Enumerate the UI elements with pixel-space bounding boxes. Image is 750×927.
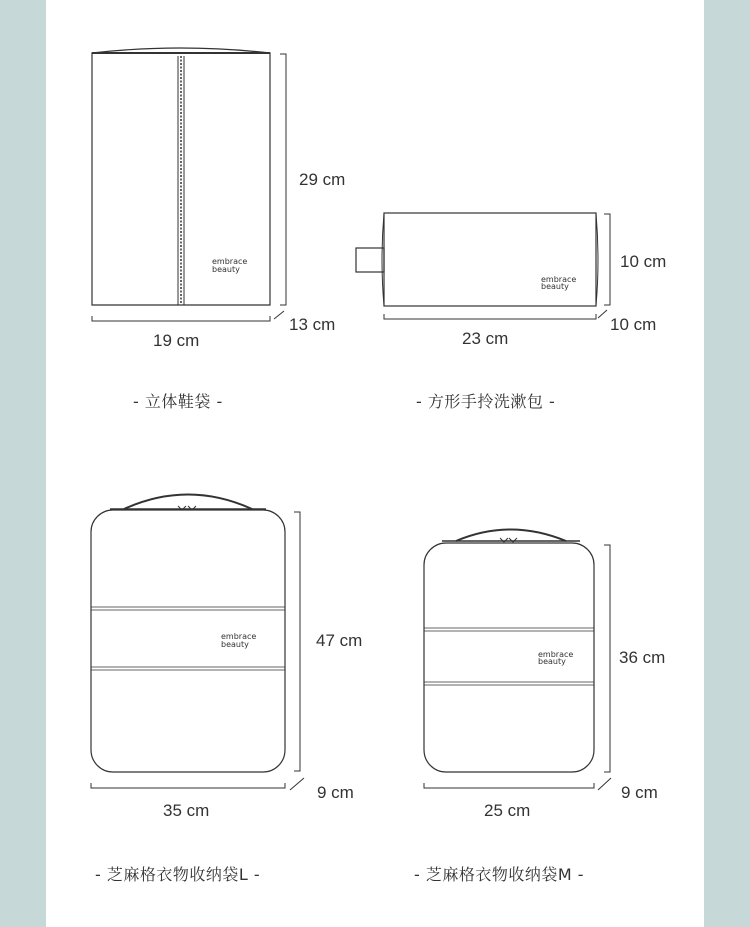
- clothing-bag-m-drawing: [424, 530, 611, 791]
- toiletry-bag-height-label: 10 cm: [620, 252, 667, 271]
- svg-text:embrace: embrace: [541, 275, 577, 284]
- svg-text:embrace: embrace: [221, 632, 257, 641]
- svg-text:beauty: beauty: [538, 657, 566, 666]
- clothing-bag-l-height-label: 47 cm: [316, 631, 363, 650]
- shoe-bag-caption: - 立体鞋袋 -: [133, 392, 223, 411]
- toiletry-bag-caption: - 方形手拎洗漱包 -: [416, 392, 556, 411]
- svg-text:embrace: embrace: [538, 650, 574, 659]
- toiletry-bag-depth-label: 10 cm: [610, 315, 657, 334]
- svg-text:beauty: beauty: [221, 640, 249, 649]
- shoe-bag-width-label: 19 cm: [153, 331, 200, 350]
- clothing-bag-m-depth-label: 9 cm: [621, 783, 658, 802]
- brand-logo: embrace: [212, 257, 248, 266]
- toiletry-bag-width-label: 23 cm: [462, 329, 509, 348]
- toiletry-bag-drawing: [356, 213, 610, 319]
- shoe-bag-height-label: 29 cm: [299, 170, 346, 189]
- shoe-bag-depth-label: 13 cm: [289, 315, 336, 334]
- svg-text:beauty: beauty: [541, 282, 569, 291]
- clothing-bag-m-height-label: 36 cm: [619, 648, 666, 667]
- clothing-bag-m-caption: - 芝麻格衣物收纳袋M -: [414, 865, 585, 884]
- clothing-bag-l-drawing: [91, 495, 304, 791]
- clothing-bag-m-width-label: 25 cm: [484, 801, 531, 820]
- clothing-bag-l-width-label: 35 cm: [163, 801, 210, 820]
- clothing-bag-l-caption: - 芝麻格衣物收纳袋L -: [95, 865, 261, 884]
- shoe-bag-drawing: [92, 48, 286, 321]
- clothing-bag-l-depth-label: 9 cm: [317, 783, 354, 802]
- svg-text:beauty: beauty: [212, 265, 240, 274]
